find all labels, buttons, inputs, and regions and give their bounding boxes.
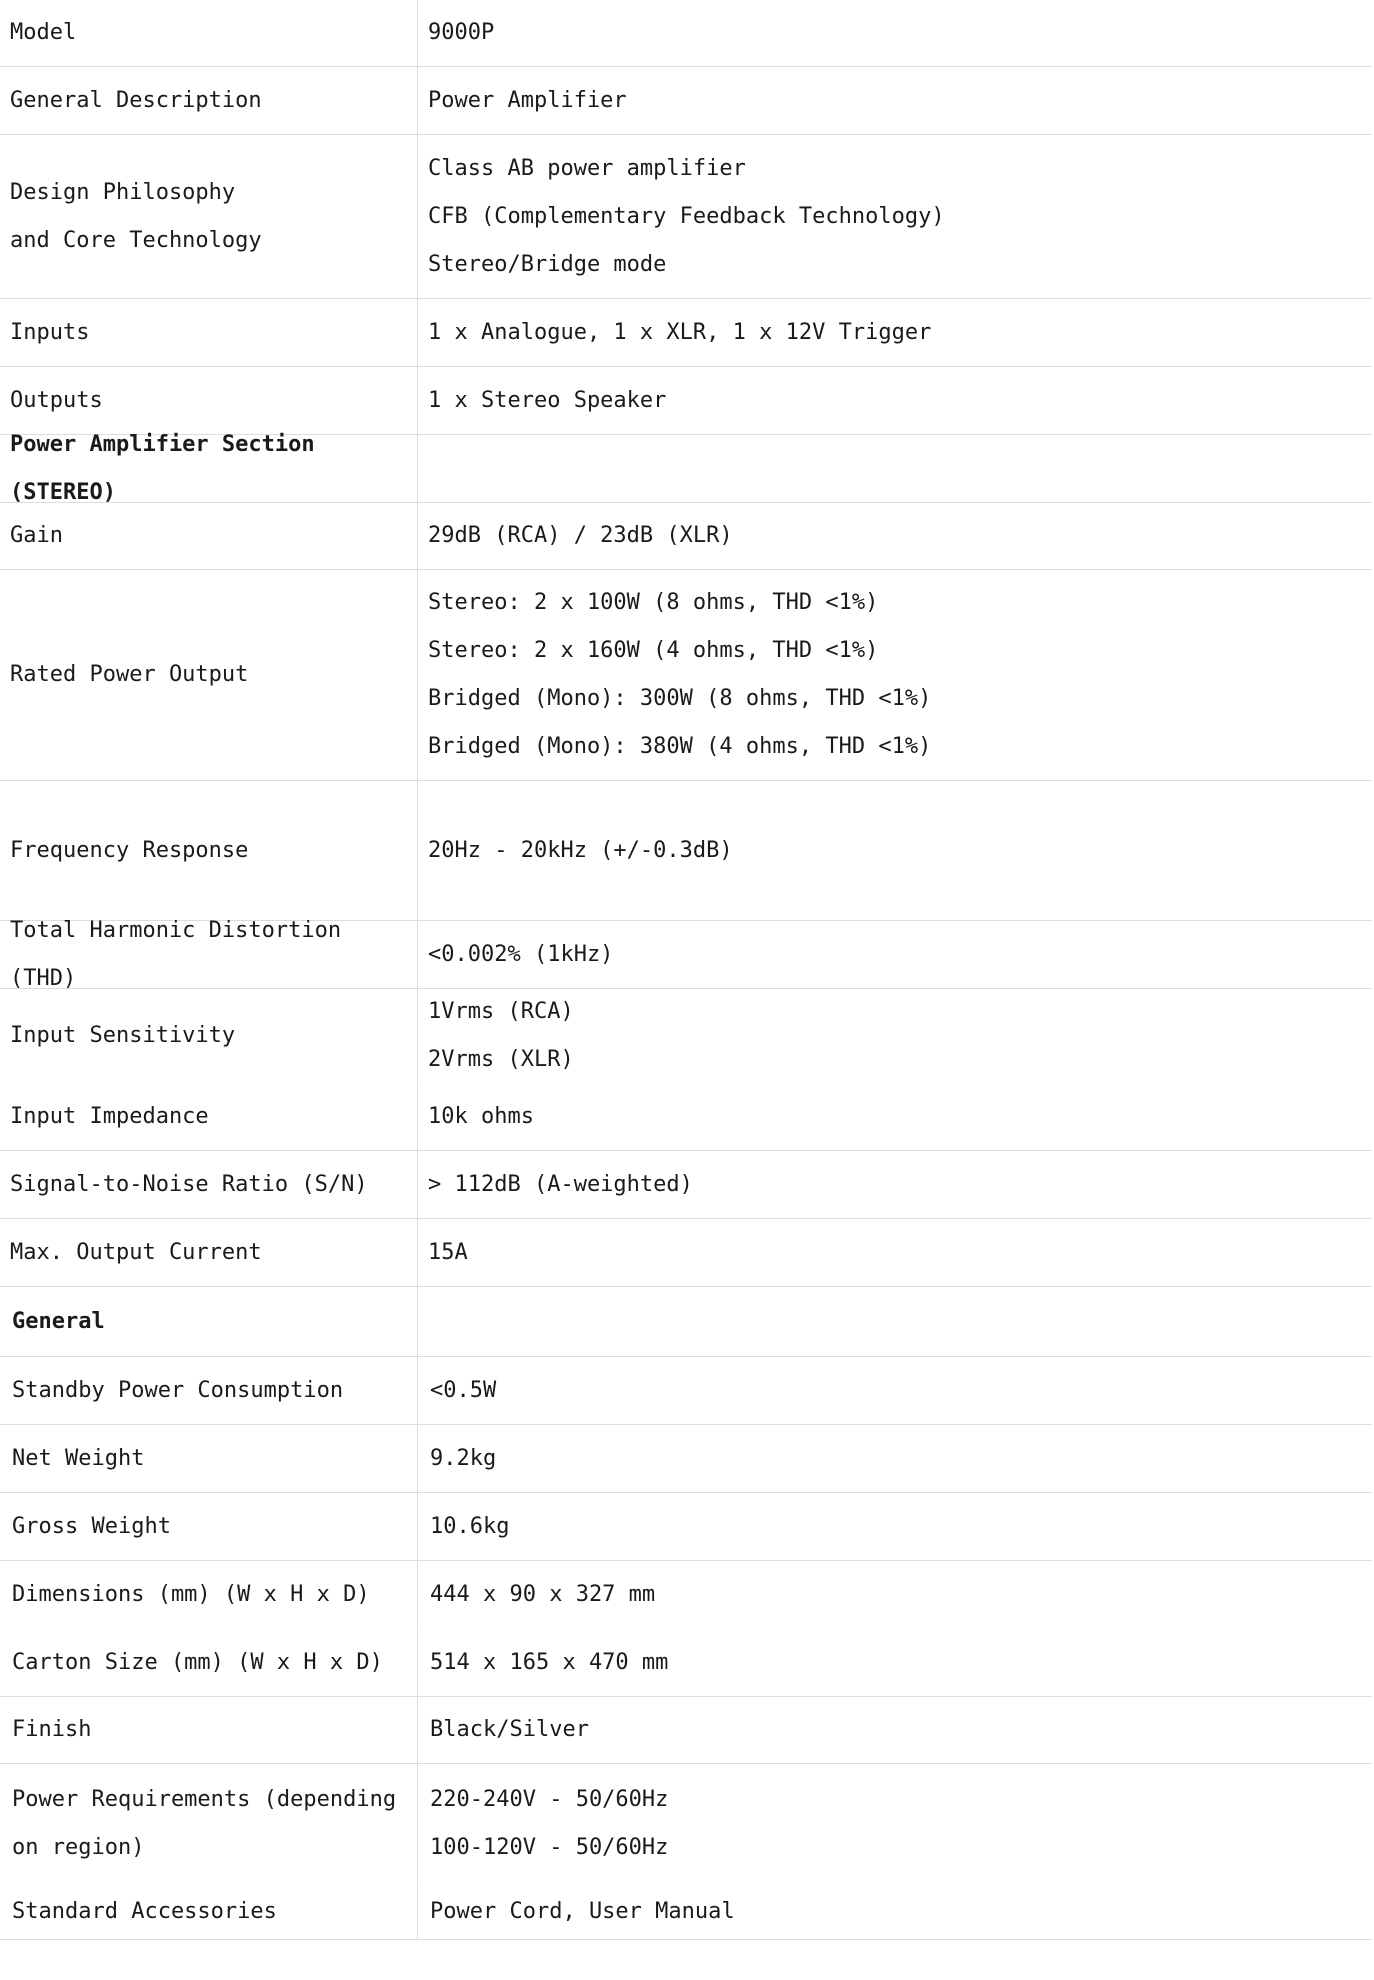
spec-value xyxy=(418,1884,1372,1939)
spec-row xyxy=(0,0,1372,67)
spec-value xyxy=(418,570,1372,780)
spec-row xyxy=(0,1493,1372,1561)
spec-value-line: Stereo: 2 x 160W (4 ohms, THD <1%) xyxy=(428,638,879,663)
spec-row xyxy=(0,1357,1372,1425)
spec-label-text: Net Weight xyxy=(12,1445,145,1471)
spec-value-line: Class AB power amplifier xyxy=(428,155,746,181)
spec-row xyxy=(0,1629,1372,1697)
spec-row xyxy=(0,989,1372,1083)
spec-label xyxy=(0,989,418,1082)
spec-value-line: Bridged (Mono): 300W (8 ohms, THD <1%) xyxy=(428,686,932,711)
spec-value xyxy=(418,1219,1372,1286)
spec-value-line: 100-120V - 50/60Hz xyxy=(430,1834,669,1860)
spec-value xyxy=(418,1287,1372,1356)
spec-label-text: Outputs xyxy=(10,387,103,413)
spec-label-text: Gross Weight xyxy=(12,1513,171,1539)
spec-label xyxy=(0,67,418,134)
spec-value-line: 10.6kg xyxy=(430,1513,510,1539)
spec-value-line: 2Vrms (XLR) xyxy=(428,1046,574,1072)
spec-row xyxy=(0,1764,1372,1884)
spec-label-text: General Description xyxy=(10,87,262,113)
spec-value-line: > 112dB (A-weighted) xyxy=(428,1171,693,1197)
spec-row xyxy=(0,1425,1372,1493)
spec-value xyxy=(418,1493,1372,1560)
spec-label-text: Frequency Response xyxy=(10,837,249,863)
spec-label xyxy=(0,299,418,366)
spec-label-text: Design Philosophy and Core Technology xyxy=(10,179,262,253)
spec-label xyxy=(0,135,418,298)
spec-value xyxy=(418,503,1372,569)
spec-value xyxy=(418,921,1372,988)
spec-value-line: Stereo/Bridge mode xyxy=(428,251,667,277)
spec-value xyxy=(418,0,1372,66)
spec-label-text: Finish xyxy=(12,1717,92,1742)
spec-label xyxy=(0,1884,418,1939)
spec-value-line: 15A xyxy=(428,1239,468,1265)
spec-value-line: 9000P xyxy=(428,20,495,45)
spec-label-text: Model xyxy=(10,20,77,45)
spec-value-line: 514 x 165 x 470 mm xyxy=(430,1649,669,1675)
spec-row xyxy=(0,1884,1372,1940)
spec-label-text: General xyxy=(12,1308,105,1334)
spec-label xyxy=(0,1425,418,1492)
spec-row xyxy=(0,1561,1372,1629)
spec-label xyxy=(0,917,418,991)
spec-value-line: Stereo: 2 x 100W (8 ohms, THD <1%) xyxy=(428,590,879,615)
spec-label xyxy=(0,1629,418,1696)
spec-row xyxy=(0,781,1372,921)
spec-value-line: 444 x 90 x 327 mm xyxy=(430,1581,656,1607)
spec-label xyxy=(0,1357,418,1424)
spec-value xyxy=(418,781,1372,920)
spec-label-text: Max. Output Current xyxy=(10,1239,262,1265)
spec-label xyxy=(0,1151,418,1218)
spec-label xyxy=(0,1697,418,1763)
spec-row xyxy=(0,1697,1372,1764)
spec-row xyxy=(0,299,1372,367)
spec-label-text: Rated Power Output xyxy=(10,662,249,687)
spec-value xyxy=(418,67,1372,134)
spec-value xyxy=(418,1151,1372,1218)
spec-label-text: Input Impedance xyxy=(10,1103,209,1129)
spec-label xyxy=(0,1083,418,1150)
spec-value-line: <0.002% (1kHz) xyxy=(428,941,614,967)
spec-label-text: Total Harmonic Distortion (THD) xyxy=(10,917,342,991)
spec-value-line: Bridged (Mono): 380W (4 ohms, THD <1%) xyxy=(428,734,932,759)
spec-value-line: 1Vrms (RCA) xyxy=(428,998,574,1024)
spec-value xyxy=(418,367,1372,434)
spec-row xyxy=(0,1083,1372,1151)
spec-row xyxy=(0,1219,1372,1287)
spec-row xyxy=(0,67,1372,135)
spec-value xyxy=(418,1083,1372,1150)
spec-label xyxy=(0,1764,418,1883)
spec-label xyxy=(0,1493,418,1560)
spec-label xyxy=(0,503,418,569)
spec-value xyxy=(418,1764,1372,1883)
spec-value-line: 1 x Stereo Speaker xyxy=(428,387,667,413)
spec-value xyxy=(418,1425,1372,1492)
spec-value-line: Power Cord, User Manual xyxy=(430,1898,735,1924)
spec-value-line: 220-240V - 50/60Hz xyxy=(430,1786,669,1812)
spec-row xyxy=(0,570,1372,781)
spec-value-line: Black/Silver xyxy=(430,1717,589,1742)
spec-label xyxy=(0,0,418,66)
spec-value xyxy=(418,1697,1372,1763)
spec-label-text: Power Amplifier Section (STEREO) xyxy=(10,431,315,505)
spec-value xyxy=(418,1357,1372,1424)
spec-value-line: Power Amplifier xyxy=(428,87,627,113)
spec-label-text: Power Requirements (depending on region) xyxy=(12,1786,397,1860)
spec-row xyxy=(0,917,1372,991)
spec-label xyxy=(0,1219,418,1286)
spec-value-line: 9.2kg xyxy=(430,1445,497,1471)
spec-row xyxy=(0,431,1372,505)
spec-value xyxy=(418,1561,1372,1628)
section-heading xyxy=(0,1287,418,1356)
spec-row xyxy=(0,1287,1372,1357)
spec-value-line: 29dB (RCA) / 23dB (XLR) xyxy=(428,523,733,548)
spec-label xyxy=(0,1561,418,1628)
spec-label-text: Carton Size (mm) (W x H x D) xyxy=(12,1649,383,1675)
spec-label-text: Standard Accessories xyxy=(12,1898,277,1924)
spec-value xyxy=(418,135,1372,298)
spec-label-text: Input Sensitivity xyxy=(10,1022,236,1048)
spec-value xyxy=(418,989,1372,1082)
spec-row xyxy=(0,503,1372,570)
spec-value-line: 20Hz - 20kHz (+/-0.3dB) xyxy=(428,837,733,863)
spec-value xyxy=(418,1629,1372,1696)
spec-value-line: 1 x Analogue, 1 x XLR, 1 x 12V Trigger xyxy=(428,319,932,345)
spec-value xyxy=(418,435,1372,502)
spec-label-text: Inputs xyxy=(10,319,90,345)
spec-row xyxy=(0,1151,1372,1219)
spec-value-line: <0.5W xyxy=(430,1377,497,1403)
spec-value-line: CFB (Complementary Feedback Technology) xyxy=(428,203,945,229)
spec-label-text: Dimensions (mm) (W x H x D) xyxy=(12,1581,370,1607)
spec-value-line: 10k ohms xyxy=(428,1103,534,1129)
spec-label xyxy=(0,570,418,780)
spec-value xyxy=(418,299,1372,366)
section-heading xyxy=(0,431,418,505)
spec-label xyxy=(0,781,418,920)
spec-row xyxy=(0,135,1372,299)
spec-label-text: Signal-to-Noise Ratio (S/N) xyxy=(10,1171,368,1197)
spec-label-text: Gain xyxy=(10,523,63,548)
spec-label-text: Standby Power Consumption xyxy=(12,1377,344,1403)
